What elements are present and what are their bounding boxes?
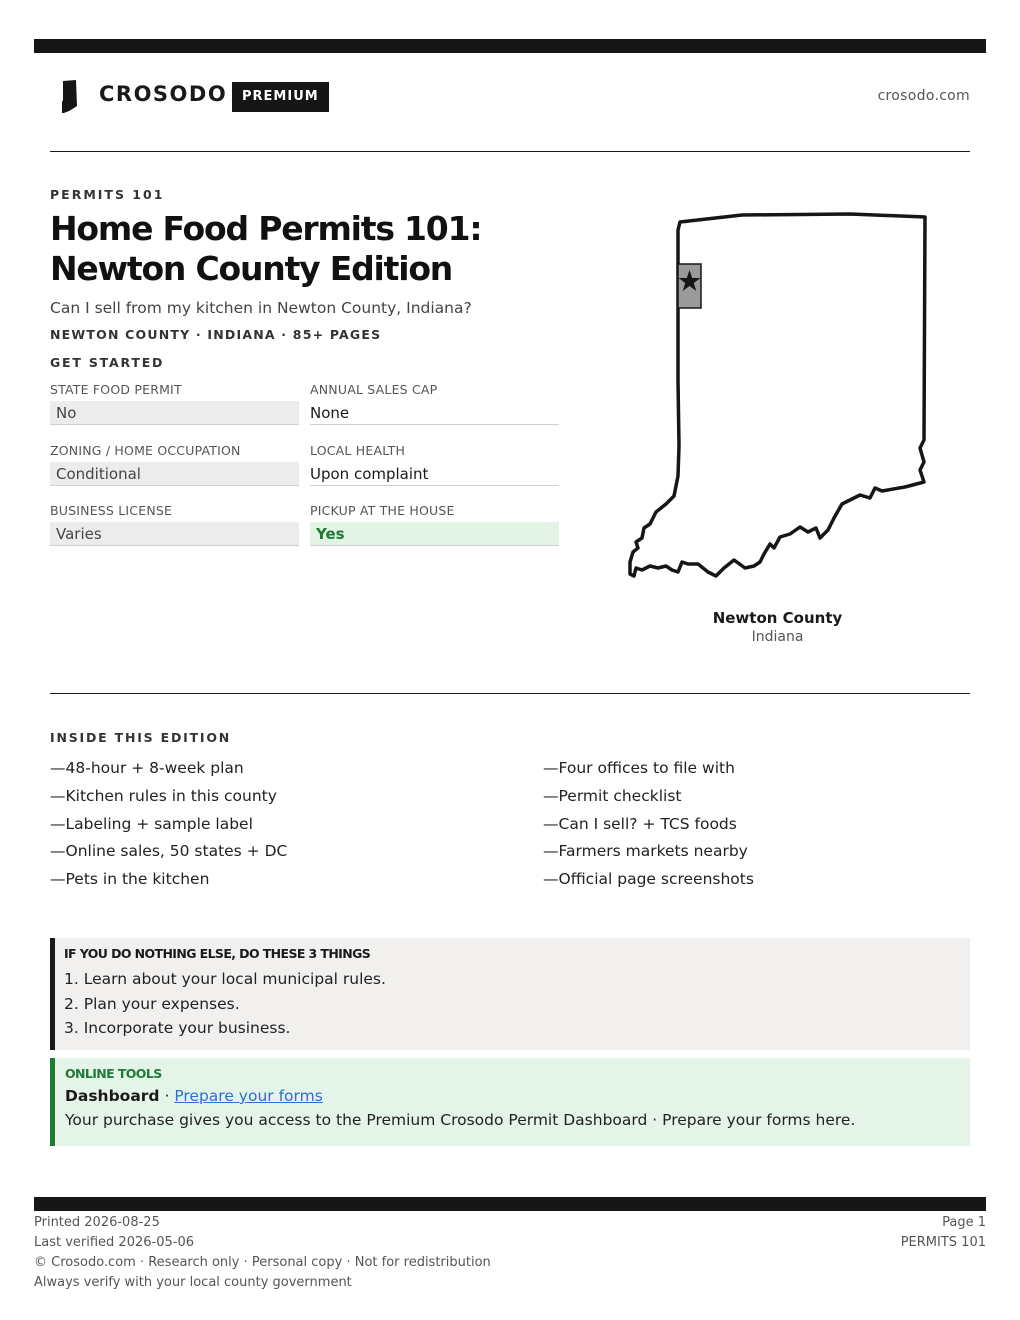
toc-column-2 bbox=[543, 755, 963, 894]
fact-value: Varies bbox=[50, 522, 299, 546]
toc-item: —Permit checklist bbox=[543, 786, 682, 805]
fact-value: No bbox=[50, 401, 299, 425]
callout-heading: IF YOU DO NOTHING ELSE, DO THESE 3 THINGS bbox=[64, 946, 371, 961]
indiana-state-logo-icon bbox=[60, 80, 80, 114]
map-state-label: Indiana bbox=[751, 629, 804, 645]
toc-item: —Official page screenshots bbox=[543, 870, 754, 889]
tools-heading: ONLINE TOOLS bbox=[65, 1066, 162, 1081]
fact-business-license bbox=[50, 503, 299, 555]
fact-label: STATE FOOD PERMIT bbox=[50, 382, 182, 397]
dashboard-label: Dashboard bbox=[65, 1087, 160, 1105]
fact-pickup-at-house bbox=[310, 503, 559, 555]
toc-item: —Pets in the kitchen bbox=[50, 870, 210, 889]
fact-local-health bbox=[310, 443, 559, 495]
fact-value: Upon complaint bbox=[310, 462, 559, 486]
copyright-notice: © Crosodo.com · Research only · Personal copy · Not for redistribution bbox=[34, 1255, 491, 1270]
fact-state-food-permit bbox=[50, 382, 299, 434]
page-subtitle: Can I sell from my kitchen in Newton County, Indiana? bbox=[50, 299, 472, 317]
toc-column-1 bbox=[50, 755, 510, 894]
map-county-label: Newton County bbox=[712, 609, 843, 627]
callout-step: 3. Incorporate your business. bbox=[64, 1019, 291, 1037]
toc-item: —Farmers markets nearby bbox=[543, 842, 748, 861]
footer-right bbox=[901, 1213, 986, 1253]
toc-item: —Kitchen rules in this county bbox=[50, 786, 277, 805]
indiana-outline bbox=[630, 214, 925, 576]
footer-left bbox=[34, 1213, 491, 1293]
inside-edition-heading: INSIDE THIS EDITION bbox=[50, 730, 232, 745]
top-bar bbox=[34, 39, 986, 53]
fact-label: LOCAL HEALTH bbox=[310, 443, 406, 458]
prepare-forms-link[interactable]: Prepare your forms bbox=[174, 1087, 323, 1105]
toc-item: —Can I sell? + TCS foods bbox=[543, 814, 737, 833]
section-divider bbox=[50, 693, 970, 694]
bottom-bar bbox=[34, 1197, 986, 1211]
fact-annual-sales-cap bbox=[310, 382, 559, 434]
fact-label: BUSINESS LICENSE bbox=[50, 503, 173, 518]
fact-label: PICKUP AT THE HOUSE bbox=[310, 503, 455, 518]
tools-dashboard-line bbox=[65, 1087, 970, 1105]
separator: · bbox=[159, 1087, 175, 1105]
callout-step: 1. Learn about your local municipal rules. bbox=[64, 970, 386, 988]
three-things-callout bbox=[50, 938, 970, 1050]
callout-step: 2. Plan your expenses. bbox=[64, 994, 240, 1013]
fact-value: Conditional bbox=[50, 462, 299, 486]
header-divider bbox=[50, 151, 970, 152]
toc-item: —48-hour + 8-week plan bbox=[50, 759, 244, 777]
section-eyebrow: PERMITS 101 bbox=[50, 187, 165, 202]
fact-value: None bbox=[310, 401, 559, 425]
footer-section: PERMITS 101 bbox=[900, 1235, 986, 1250]
get-started-heading: GET STARTED bbox=[50, 355, 165, 370]
fact-value: Yes bbox=[310, 522, 559, 546]
indiana-map bbox=[620, 200, 940, 590]
page-number: Page 1 bbox=[942, 1215, 986, 1230]
online-tools-callout bbox=[50, 1058, 970, 1146]
tools-description: Your purchase gives you access to the Premium Crosodo Permit Dashboard · Prepare your forms here. bbox=[65, 1111, 856, 1129]
fact-label: ANNUAL SALES CAP bbox=[310, 382, 438, 397]
printed-date: Printed 2026-08-25 bbox=[34, 1215, 160, 1230]
fact-label: ZONING / HOME OCCUPATION bbox=[50, 443, 241, 458]
brand-name[interactable]: CROSODO bbox=[99, 82, 228, 106]
verified-date: Last verified 2026-05-06 bbox=[34, 1235, 194, 1250]
toc-item: —Four offices to file with bbox=[543, 759, 735, 777]
header bbox=[50, 78, 970, 118]
edition-meta: NEWTON COUNTY · INDIANA · 85+ PAGES bbox=[50, 327, 382, 342]
disclaimer: Always verify with your local county government bbox=[34, 1275, 352, 1290]
map-caption bbox=[700, 609, 855, 645]
premium-badge: PREMIUM bbox=[232, 82, 329, 112]
fact-zoning bbox=[50, 443, 299, 495]
toc-item: —Online sales, 50 states + DC bbox=[50, 842, 288, 861]
page-title: Home Food Permits 101: Newton County Edition bbox=[50, 209, 482, 288]
toc-item: —Labeling + sample label bbox=[50, 814, 253, 833]
site-url[interactable]: crosodo.com bbox=[877, 88, 970, 104]
